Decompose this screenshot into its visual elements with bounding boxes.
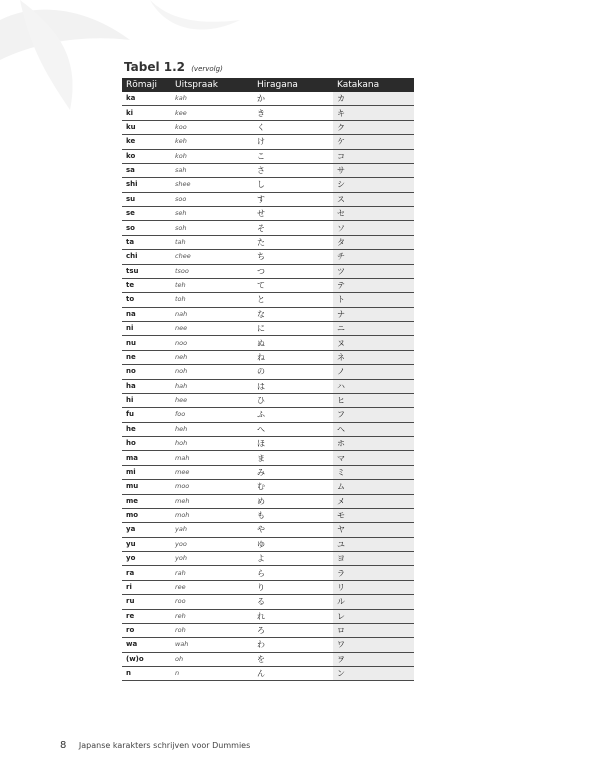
katakana-cell: ク: [333, 120, 414, 134]
hiragana-cell: く: [253, 120, 333, 134]
romaji-cell: ra: [122, 566, 171, 580]
katakana-cell: ヒ: [333, 393, 414, 407]
table-row: [122, 250, 414, 264]
katakana-cell: ヤ: [333, 523, 414, 537]
katakana-cell: コ: [333, 149, 414, 163]
katakana-cell: ノ: [333, 365, 414, 379]
romaji-cell: ha: [122, 379, 171, 393]
uitspraak-cell: koh: [171, 149, 253, 163]
table-row: [122, 566, 414, 580]
romaji-cell: ma: [122, 451, 171, 465]
romaji-cell: wa: [122, 638, 171, 652]
header-katakana: Katakana: [333, 78, 414, 92]
uitspraak-cell: meh: [171, 494, 253, 508]
katakana-cell: ヘ: [333, 422, 414, 436]
hiragana-cell: わ: [253, 638, 333, 652]
table-row: [122, 135, 414, 149]
hiragana-cell: ゆ: [253, 537, 333, 551]
katakana-cell: レ: [333, 609, 414, 623]
katakana-cell: ル: [333, 595, 414, 609]
romaji-cell: ka: [122, 92, 171, 106]
table-row: [122, 149, 414, 163]
uitspraak-cell: moh: [171, 508, 253, 522]
hiragana-cell: ふ: [253, 408, 333, 422]
uitspraak-cell: nee: [171, 322, 253, 336]
katakana-cell: ム: [333, 480, 414, 494]
hiragana-cell: ろ: [253, 623, 333, 637]
table-row: [122, 322, 414, 336]
romaji-cell: ta: [122, 235, 171, 249]
table-row: [122, 393, 414, 407]
table-row: [122, 652, 414, 666]
hiragana-cell: り: [253, 580, 333, 594]
uitspraak-cell: teh: [171, 278, 253, 292]
hiragana-cell: せ: [253, 207, 333, 221]
romaji-cell: sa: [122, 163, 171, 177]
romaji-cell: na: [122, 307, 171, 321]
table-row: [122, 192, 414, 206]
table-row: [122, 221, 414, 235]
table-row: [122, 278, 414, 292]
uitspraak-cell: shee: [171, 178, 253, 192]
romaji-cell: ru: [122, 595, 171, 609]
table-row: [122, 580, 414, 594]
katakana-cell: ン: [333, 667, 414, 681]
hiragana-cell: る: [253, 595, 333, 609]
hiragana-cell: け: [253, 135, 333, 149]
hiragana-cell: か: [253, 92, 333, 106]
hiragana-cell: れ: [253, 609, 333, 623]
romaji-cell: hi: [122, 393, 171, 407]
table-row: [122, 609, 414, 623]
katakana-cell: キ: [333, 106, 414, 120]
romaji-cell: se: [122, 207, 171, 221]
page-number: 8: [60, 740, 67, 751]
hiragana-cell: と: [253, 293, 333, 307]
uitspraak-cell: kah: [171, 92, 253, 106]
hiragana-cell: ね: [253, 350, 333, 364]
uitspraak-cell: hee: [171, 393, 253, 407]
table-row: [122, 92, 414, 106]
table-row: [122, 494, 414, 508]
hiragana-cell: し: [253, 178, 333, 192]
romaji-cell: tsu: [122, 264, 171, 278]
romaji-cell: ne: [122, 350, 171, 364]
uitspraak-cell: noo: [171, 336, 253, 350]
hiragana-cell: を: [253, 652, 333, 666]
table-row: [122, 552, 414, 566]
uitspraak-cell: n: [171, 667, 253, 681]
romaji-cell: (w)o: [122, 652, 171, 666]
romaji-cell: to: [122, 293, 171, 307]
romaji-cell: n: [122, 667, 171, 681]
katakana-cell: ヨ: [333, 552, 414, 566]
uitspraak-cell: noh: [171, 365, 253, 379]
uitspraak-cell: wah: [171, 638, 253, 652]
uitspraak-cell: yah: [171, 523, 253, 537]
uitspraak-cell: hah: [171, 379, 253, 393]
katakana-cell: ハ: [333, 379, 414, 393]
uitspraak-cell: yoo: [171, 537, 253, 551]
uitspraak-cell: keh: [171, 135, 253, 149]
katakana-cell: サ: [333, 163, 414, 177]
katakana-cell: リ: [333, 580, 414, 594]
uitspraak-cell: koo: [171, 120, 253, 134]
hiragana-cell: つ: [253, 264, 333, 278]
table-row: [122, 120, 414, 134]
uitspraak-cell: mee: [171, 465, 253, 479]
uitspraak-cell: tah: [171, 235, 253, 249]
header-uitspraak: Uitspraak: [171, 78, 253, 92]
hiragana-cell: へ: [253, 422, 333, 436]
uitspraak-cell: neh: [171, 350, 253, 364]
table-header-row: [122, 78, 414, 92]
table-row: [122, 451, 414, 465]
uitspraak-cell: toh: [171, 293, 253, 307]
katakana-cell: ラ: [333, 566, 414, 580]
uitspraak-cell: soh: [171, 221, 253, 235]
table-row: [122, 638, 414, 652]
uitspraak-cell: nah: [171, 307, 253, 321]
hiragana-cell: の: [253, 365, 333, 379]
katakana-cell: ユ: [333, 537, 414, 551]
romaji-cell: mi: [122, 465, 171, 479]
header-hiragana: Hiragana: [253, 78, 333, 92]
romaji-cell: re: [122, 609, 171, 623]
katakana-cell: モ: [333, 508, 414, 522]
romaji-cell: ki: [122, 106, 171, 120]
page-footer: [60, 740, 250, 751]
katakana-cell: カ: [333, 92, 414, 106]
table-row: [122, 623, 414, 637]
hiragana-cell: め: [253, 494, 333, 508]
katakana-cell: ツ: [333, 264, 414, 278]
hiragana-cell: は: [253, 379, 333, 393]
katakana-cell: マ: [333, 451, 414, 465]
table-subtitle: (vervolg): [191, 65, 223, 73]
hiragana-cell: み: [253, 465, 333, 479]
katakana-cell: ワ: [333, 638, 414, 652]
romaji-cell: ni: [122, 322, 171, 336]
katakana-cell: ナ: [333, 307, 414, 321]
table-row: [122, 422, 414, 436]
hiragana-cell: ぬ: [253, 336, 333, 350]
hiragana-cell: す: [253, 192, 333, 206]
table-row: [122, 595, 414, 609]
table-row: [122, 293, 414, 307]
katakana-cell: ヌ: [333, 336, 414, 350]
romaji-cell: shi: [122, 178, 171, 192]
romaji-cell: fu: [122, 408, 171, 422]
table-row: [122, 523, 414, 537]
romaji-cell: su: [122, 192, 171, 206]
table-title: Tabel 1.2: [124, 60, 186, 74]
romaji-cell: no: [122, 365, 171, 379]
romaji-cell: ke: [122, 135, 171, 149]
romaji-cell: so: [122, 221, 171, 235]
hiragana-cell: ら: [253, 566, 333, 580]
table-row: [122, 106, 414, 120]
table-row: [122, 336, 414, 350]
table-caption: [124, 60, 223, 74]
romaji-cell: ya: [122, 523, 171, 537]
table-row: [122, 465, 414, 479]
romaji-cell: nu: [122, 336, 171, 350]
uitspraak-cell: hoh: [171, 437, 253, 451]
hiragana-cell: ち: [253, 250, 333, 264]
kana-table: [122, 78, 414, 681]
uitspraak-cell: reh: [171, 609, 253, 623]
katakana-cell: ニ: [333, 322, 414, 336]
uitspraak-cell: soo: [171, 192, 253, 206]
hiragana-cell: そ: [253, 221, 333, 235]
hiragana-cell: や: [253, 523, 333, 537]
table-row: [122, 365, 414, 379]
uitspraak-cell: mah: [171, 451, 253, 465]
table-row: [122, 379, 414, 393]
table-row: [122, 350, 414, 364]
hiragana-cell: に: [253, 322, 333, 336]
hiragana-cell: よ: [253, 552, 333, 566]
katakana-cell: メ: [333, 494, 414, 508]
uitspraak-cell: oh: [171, 652, 253, 666]
table-row: [122, 264, 414, 278]
romaji-cell: ro: [122, 623, 171, 637]
table-row: [122, 178, 414, 192]
hiragana-cell: さ: [253, 163, 333, 177]
table-row: [122, 480, 414, 494]
romaji-cell: he: [122, 422, 171, 436]
romaji-cell: mo: [122, 508, 171, 522]
table-row: [122, 667, 414, 681]
hiragana-cell: ほ: [253, 437, 333, 451]
uitspraak-cell: sah: [171, 163, 253, 177]
romaji-cell: me: [122, 494, 171, 508]
hiragana-cell: こ: [253, 149, 333, 163]
katakana-cell: テ: [333, 278, 414, 292]
hiragana-cell: き: [253, 106, 333, 120]
uitspraak-cell: ree: [171, 580, 253, 594]
katakana-cell: フ: [333, 408, 414, 422]
hiragana-cell: な: [253, 307, 333, 321]
hiragana-cell: も: [253, 508, 333, 522]
katakana-cell: ネ: [333, 350, 414, 364]
romaji-cell: ho: [122, 437, 171, 451]
katakana-cell: シ: [333, 178, 414, 192]
hiragana-cell: て: [253, 278, 333, 292]
katakana-cell: ケ: [333, 135, 414, 149]
romaji-cell: te: [122, 278, 171, 292]
table-row: [122, 508, 414, 522]
katakana-cell: タ: [333, 235, 414, 249]
katakana-cell: ロ: [333, 623, 414, 637]
hiragana-cell: ん: [253, 667, 333, 681]
uitspraak-cell: seh: [171, 207, 253, 221]
uitspraak-cell: foo: [171, 408, 253, 422]
katakana-cell: ヲ: [333, 652, 414, 666]
book-title: Japanse karakters schrijven voor Dummies: [78, 741, 251, 750]
hiragana-cell: ま: [253, 451, 333, 465]
katakana-cell: ス: [333, 192, 414, 206]
table-row: [122, 408, 414, 422]
katakana-cell: ト: [333, 293, 414, 307]
romaji-cell: yu: [122, 537, 171, 551]
katakana-cell: セ: [333, 207, 414, 221]
uitspraak-cell: heh: [171, 422, 253, 436]
katakana-cell: ホ: [333, 437, 414, 451]
table-row: [122, 207, 414, 221]
romaji-cell: ko: [122, 149, 171, 163]
romaji-cell: ku: [122, 120, 171, 134]
katakana-cell: ミ: [333, 465, 414, 479]
hiragana-cell: ひ: [253, 393, 333, 407]
hiragana-cell: む: [253, 480, 333, 494]
uitspraak-cell: chee: [171, 250, 253, 264]
uitspraak-cell: yoh: [171, 552, 253, 566]
table-row: [122, 437, 414, 451]
romaji-cell: ri: [122, 580, 171, 594]
hiragana-cell: た: [253, 235, 333, 249]
table-row: [122, 307, 414, 321]
romaji-cell: yo: [122, 552, 171, 566]
uitspraak-cell: roh: [171, 623, 253, 637]
uitspraak-cell: moo: [171, 480, 253, 494]
uitspraak-cell: roo: [171, 595, 253, 609]
katakana-cell: チ: [333, 250, 414, 264]
table-row: [122, 537, 414, 551]
header-romaji: Rōmaji: [122, 78, 171, 92]
uitspraak-cell: rah: [171, 566, 253, 580]
table-row: [122, 163, 414, 177]
table-row: [122, 235, 414, 249]
katakana-cell: ソ: [333, 221, 414, 235]
uitspraak-cell: tsoo: [171, 264, 253, 278]
romaji-cell: chi: [122, 250, 171, 264]
uitspraak-cell: kee: [171, 106, 253, 120]
romaji-cell: mu: [122, 480, 171, 494]
